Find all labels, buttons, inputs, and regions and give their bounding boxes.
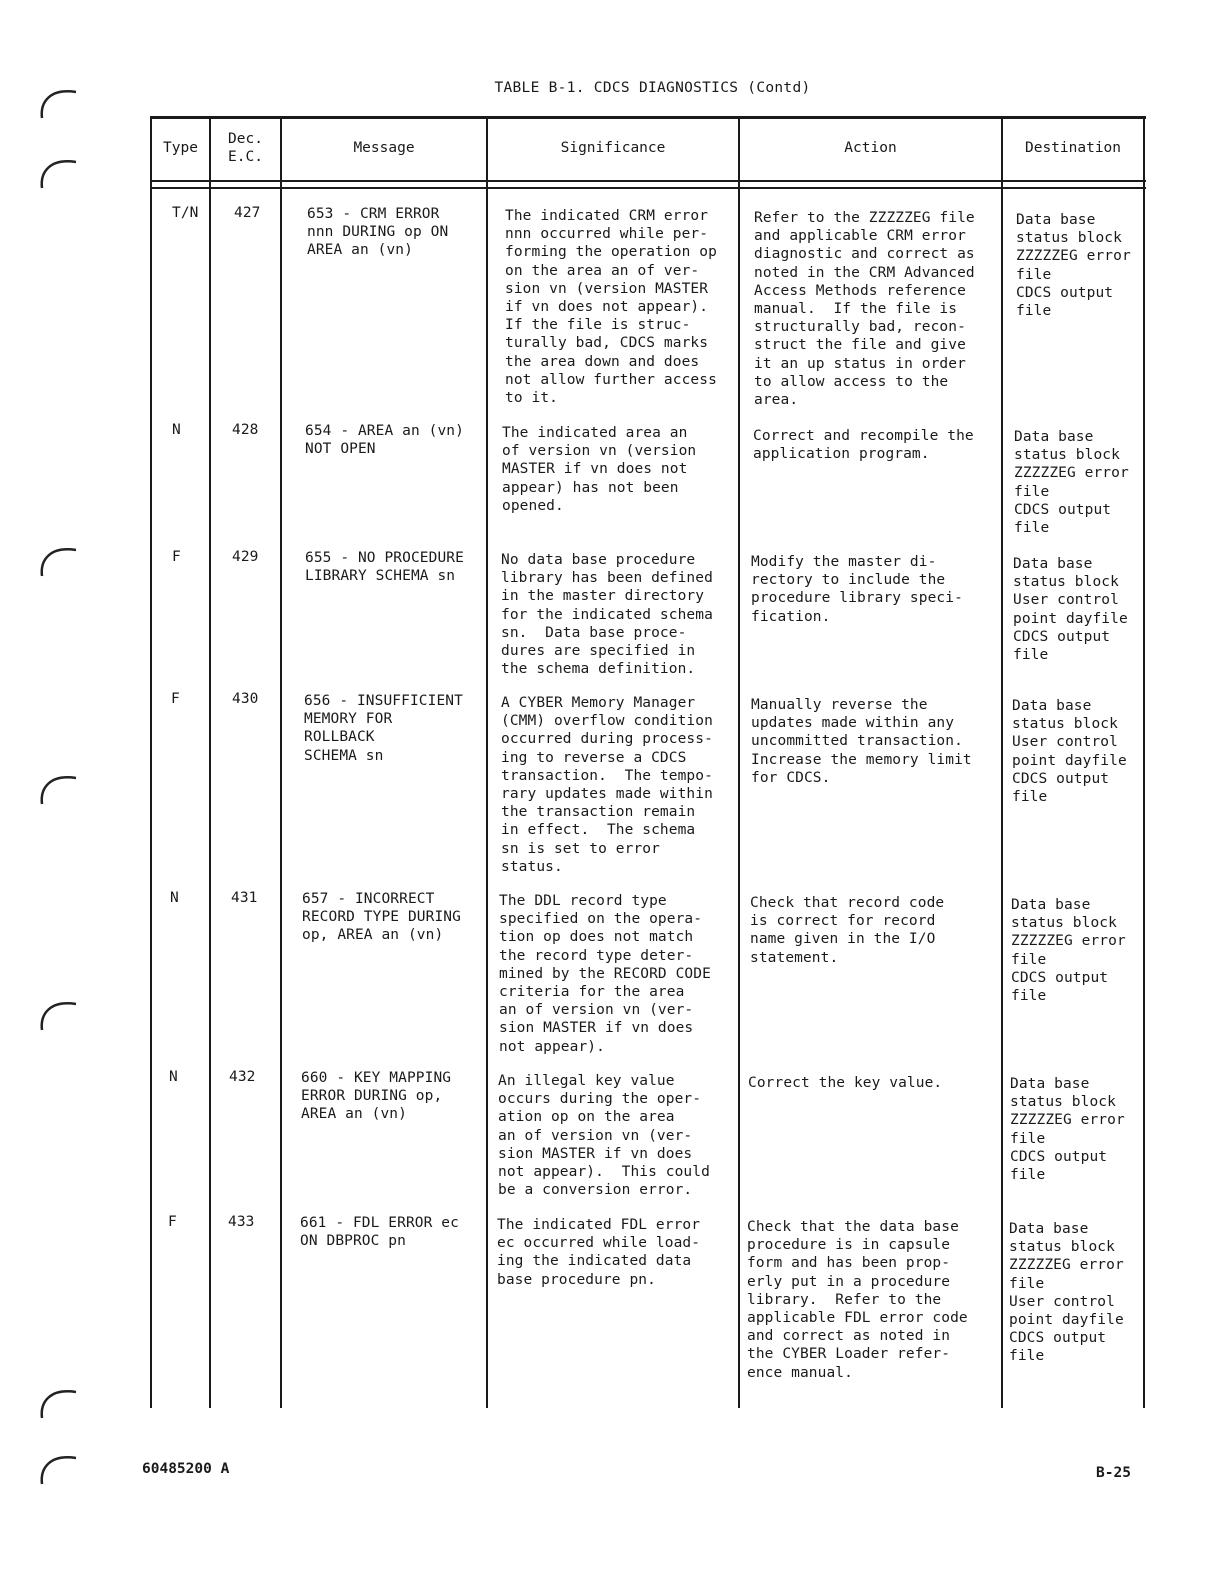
row-destination: Data base status block User control point dayfile CDCS output file [1012, 698, 1127, 806]
row-action: Correct and recompile the application program. [753, 428, 974, 463]
column-rule [150, 116, 152, 1408]
row-destination: Data base status block User control point dayfile CDCS output file [1013, 556, 1128, 664]
column-rule [209, 116, 211, 1408]
binder-hole-mark-icon [36, 766, 82, 806]
row-message: 654 - AREA an (vn) NOT OPEN [305, 423, 464, 458]
row-type: N [169, 1069, 178, 1085]
binder-hole-mark-icon [36, 80, 82, 120]
row-destination: Data base status block ZZZZZEG error file CDCS output file [1011, 897, 1126, 1005]
row-type: N [170, 890, 179, 906]
diagnostics-table [150, 116, 1146, 1408]
column-rule [486, 116, 488, 1408]
row-significance: The indicated area an of version vn (version MASTER if vn does not appear) has not been opened. [502, 425, 697, 514]
row-dec-ec: 430 [232, 691, 259, 707]
document-number: 60485200 A [142, 1461, 230, 1477]
row-significance: The indicated CRM error nnn occurred while per- forming the operation op on the area an of ver- sion vn (version MASTER if vn does not appear). If the file is struc- turally bad, CDCS marks the area down and does not allow further access to it. [505, 208, 717, 407]
row-destination: Data base status block ZZZZZEG error file User control point dayfile CDCS output file [1009, 1221, 1124, 1365]
header-message: Message [353, 140, 415, 156]
header-significance: Significance [560, 140, 666, 156]
column-rule [738, 116, 740, 1408]
row-action: Check that the data base procedure is in capsule form and has been prop- erly put in a procedure library. Refer to the applicable FDL error code and correct as noted in the CYBER Loader refer- ence manual. [747, 1219, 968, 1381]
binder-hole-mark-icon [36, 1380, 82, 1420]
binder-hole-mark-icon [36, 1446, 82, 1486]
row-message: 661 - FDL ERROR ec ON DBPROC pn [300, 1215, 459, 1250]
row-dec-ec: 433 [228, 1214, 255, 1230]
row-significance: The DDL record type specified on the opera- tion op does not match the record type deter- mined by the RECORD CODE criteria for the area an of version vn (ver- sion MASTER if vn does not appear). [499, 893, 711, 1055]
row-message: 655 - NO PROCEDURE LIBRARY SCHEMA sn [305, 550, 464, 585]
row-dec-ec: 428 [232, 422, 259, 438]
row-action: Correct the key value. [748, 1075, 943, 1091]
row-dec-ec: 429 [232, 549, 259, 565]
row-type: T/N [172, 205, 199, 221]
row-destination: Data base status block ZZZZZEG error file CDCS output file [1010, 1076, 1125, 1184]
binder-hole-mark-icon [36, 992, 82, 1032]
binder-hole-mark-icon [36, 538, 82, 578]
header-rule-lower [150, 187, 1146, 189]
row-type: F [172, 549, 181, 565]
binder-hole-mark-icon [36, 150, 82, 190]
row-action: Check that record code is correct for record name given in the I/O statement. [750, 895, 945, 966]
row-action: Refer to the ZZZZZEG file and applicable CRM error diagnostic and correct as noted in the CRM Advanced Access Methods reference manual. If the file is structurally bad, recon- struct the file and give it an up status in order to allow access to the area. [754, 210, 975, 409]
row-significance: An illegal key value occurs during the oper- ation op on the area an of version vn (ver- sion MASTER if vn does not appear). This could be a conversion error. [498, 1073, 710, 1199]
row-significance: No data base procedure library has been defined in the master directory for the indicated schema sn. Data base proce- dures are specified in the schema definition. [501, 552, 713, 678]
row-type: N [172, 422, 181, 438]
row-message: 653 - CRM ERROR nnn DURING op ON AREA an (vn) [307, 206, 449, 259]
column-rule [1143, 116, 1145, 1408]
row-type: F [168, 1214, 177, 1230]
table-title: TABLE B-1. CDCS DIAGNOSTICS (Contd) [494, 80, 811, 96]
header-dec-ec: Dec. E.C. [228, 131, 263, 165]
header-destination: Destination [1024, 140, 1122, 156]
header-action: Action [844, 140, 897, 156]
row-message: 656 - INSUFFICIENT MEMORY FOR ROLLBACK SCHEMA sn [304, 693, 463, 764]
column-rule [1001, 116, 1003, 1408]
row-dec-ec: 432 [229, 1069, 256, 1085]
page-number: B-25 [1096, 1465, 1131, 1481]
column-rule [280, 116, 282, 1408]
row-significance: The indicated FDL error ec occurred while load- ing the indicated data base procedure pn. [497, 1217, 701, 1288]
header-rule-upper [150, 180, 1146, 182]
row-action: Modify the master di- rectory to include the procedure library speci- fication. [751, 554, 963, 625]
header-type: Type [163, 140, 198, 156]
row-action: Manually reverse the updates made within any uncommitted transaction. Increase the memory limit for CDCS. [751, 697, 972, 786]
row-dec-ec: 431 [231, 890, 258, 906]
row-destination: Data base status block ZZZZZEG error file CDCS output file [1016, 212, 1131, 320]
row-type: F [171, 691, 180, 707]
row-destination: Data base status block ZZZZZEG error file CDCS output file [1014, 429, 1129, 537]
row-message: 657 - INCORRECT RECORD TYPE DURING op, AREA an (vn) [302, 891, 461, 944]
row-message: 660 - KEY MAPPING ERROR DURING op, AREA an (vn) [301, 1070, 452, 1123]
row-dec-ec: 427 [234, 205, 261, 221]
row-significance: A CYBER Memory Manager (CMM) overflow condition occurred during process- ing to reverse a CDCS transaction. The tempo- rary updates made within the transaction remain in effect. The schema sn is set to error status. [501, 695, 713, 875]
